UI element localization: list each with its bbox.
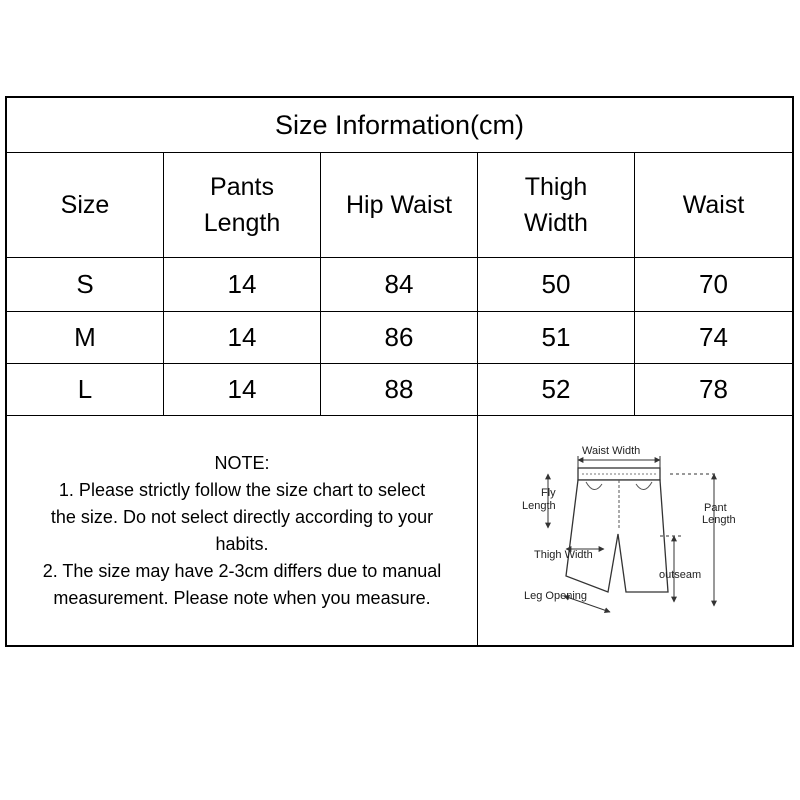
measurement-diagram [478,416,792,645]
cell-hip-waist: 88 [321,364,478,415]
size-note [7,416,478,645]
table-title: Size Information(cm) [7,98,792,153]
header-pants-length-line1: Pants [210,173,274,201]
table-row [7,258,792,312]
table-row [7,312,792,364]
cell-pants-length: 14 [164,312,321,363]
note-line: 2. The size may have 2-3cm differs due to manual [42,560,442,581]
cell-waist: 70 [699,269,728,299]
cell-pants-length: 14 [164,364,321,415]
cell-size: S [7,258,164,311]
header-thigh-width-line2: Width [524,209,588,237]
note-line: the size. Do not select directly according to your [50,506,434,527]
header-thigh-width-line1: Thigh [524,173,588,201]
label-waist-width: Waist Width [582,445,641,457]
header-row [7,153,792,258]
cell-waist: 78 [699,374,728,404]
header-hip-waist: Hip Waist [321,153,478,257]
notes-section [7,416,792,645]
label-pant-length-line2: Length [702,514,736,526]
cell-size: M [7,312,164,363]
label-pant-length-line1: Pant [704,502,727,514]
table-row [7,364,792,416]
cell-pants-length: 14 [164,258,321,311]
shorts-diagram-svg [478,416,790,645]
note-line: habits. [215,533,269,554]
label-leg-opening: Leg Opening [524,590,587,602]
note-line: measurement. Please note when you measure. [53,587,431,608]
cell-waist: 74 [699,322,728,352]
cell-hip-waist: 84 [321,258,478,311]
cell-thigh-width: 51 [478,312,635,363]
note-heading: NOTE: [214,452,270,473]
header-size: Size [7,153,164,257]
cell-thigh-width: 52 [478,364,635,415]
header-thigh-width [478,153,635,257]
cell-size: L [7,364,164,415]
cell-hip-waist: 86 [321,312,478,363]
label-fly-length-line1: Fly [541,487,556,499]
header-waist: Waist [682,191,745,219]
size-chart-table [5,96,794,647]
label-outseam: outseam [659,569,702,581]
cell-thigh-width: 50 [478,258,635,311]
shorts-outline [566,480,668,592]
label-thigh-width: Thigh Width [534,549,593,561]
header-pants-length [164,153,321,257]
header-pants-length-line2: Length [203,209,281,237]
note-line: 1. Please strictly follow the size chart to select [58,479,426,500]
label-fly-length-line2: Length [522,500,556,512]
